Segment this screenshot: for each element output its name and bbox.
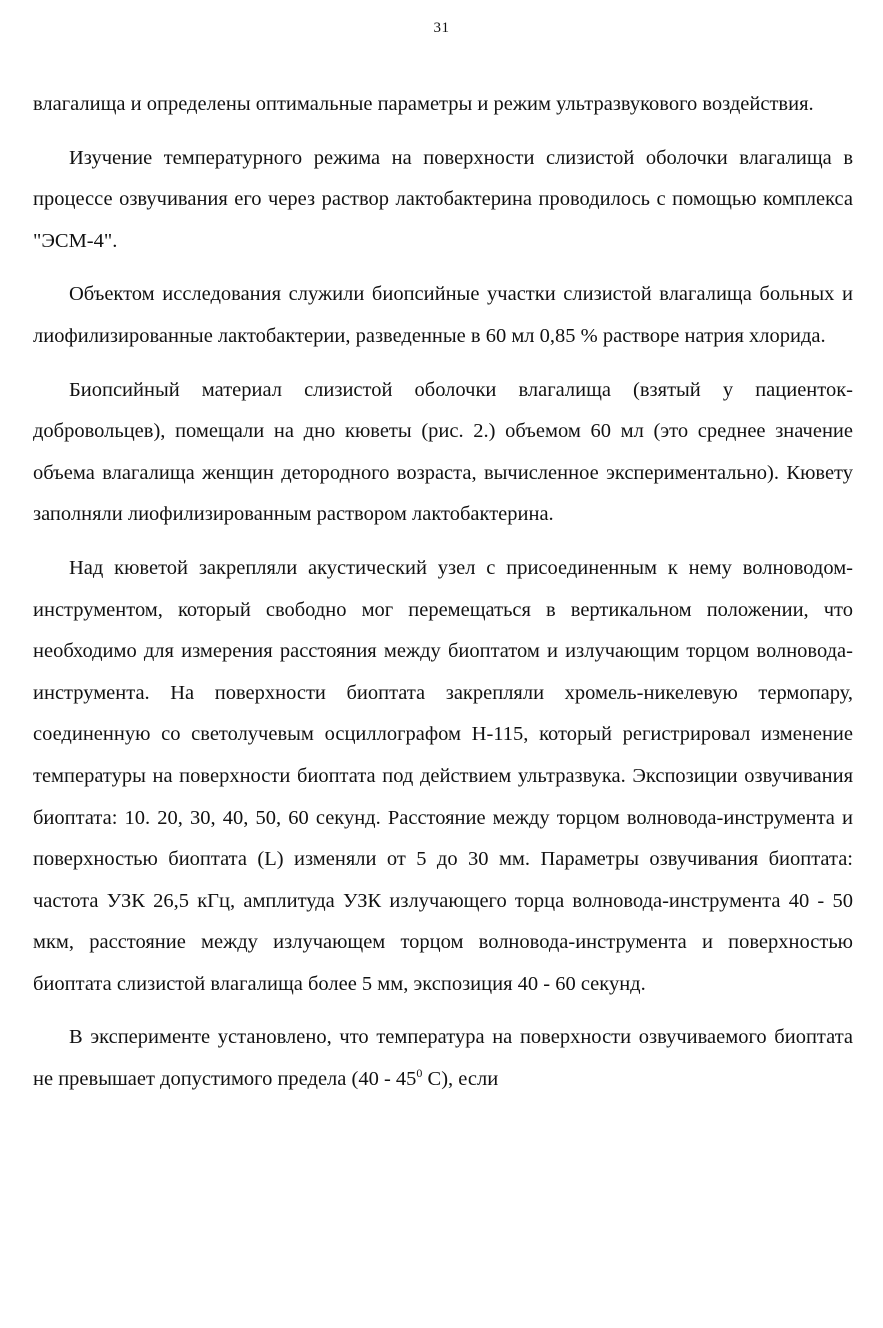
- paragraph-experiment-result: [33, 1017, 853, 1100]
- body-text: [33, 84, 853, 1113]
- paragraph-continuation: влагалища и определены оптимальные параметры и режим ультразвукового воздействия.: [33, 93, 814, 115]
- experiment-result-text-after: С), если: [422, 1068, 499, 1091]
- paragraph-acoustic-unit: Над кюветой закрепляли акустический узел с присоединенным к нему волноводом-инструментом, который свободно мог перемещаться в вертикальном положении, что необходимо для измерения расстояния между биоптатом и излучающим торцом волновода-инструмента. На поверхности биоптата закрепляли хромель-никелевую термопару, соединенную со светолучевым осциллографом Н-115, который регистрировал изменение температуры на поверхности биоптата под действием ультразвука. Экспозиции озвучивания биоптата: 10. 20, 30, 40, 50, 60 секунд. Расстояние между торцом волновода-инструмента и поверхностью биоптата (L) изменяли от 5 до 30 мм. Параметры озвучивания биоптата: частота УЗК 26,5 кГц, амплитуда УЗК излучающего торца волновода-инструмента 40 - 50 мкм, расстояние между излучающем торцом волновода-инструмента и поверхностью биоптата слизистой влагалища более 5 мм, экспозиция 40 - 60 секунд.: [33, 556, 853, 995]
- experiment-result-text-before: В эксперименте установлено, что температура на поверхности озвучиваемого биоптата не превышает допустимого предела (40 - 45: [33, 1026, 853, 1091]
- paragraph-biopsy-material: Биопсийный материал слизистой оболочки влагалища (взятый у пациенток-добровольцев), помещали на дно кюветы (рис. 2.) объемом 60 мл (это среднее значение объема влагалища женщин детородного возраста, вычисленное экспериментально). Кювету заполняли лиофилизированным раствором лактобактерина.: [33, 378, 853, 526]
- page-number: 31: [433, 20, 450, 36]
- paragraph-research-object: Объектом исследования служили биопсийные участки слизистой влагалища больных и лиофилизированные лактобактерии, разведенные в 60 мл 0,85 % растворе натрия хлорида.: [33, 283, 853, 347]
- paragraph-temperature-study: Изучение температурного режима на поверхности слизистой оболочки влагалища в процессе озвучивания его через раствор лактобактерина проводилось с помощью комплекса "ЭСМ-4".: [33, 146, 853, 252]
- degree-superscript: 0: [416, 1066, 423, 1081]
